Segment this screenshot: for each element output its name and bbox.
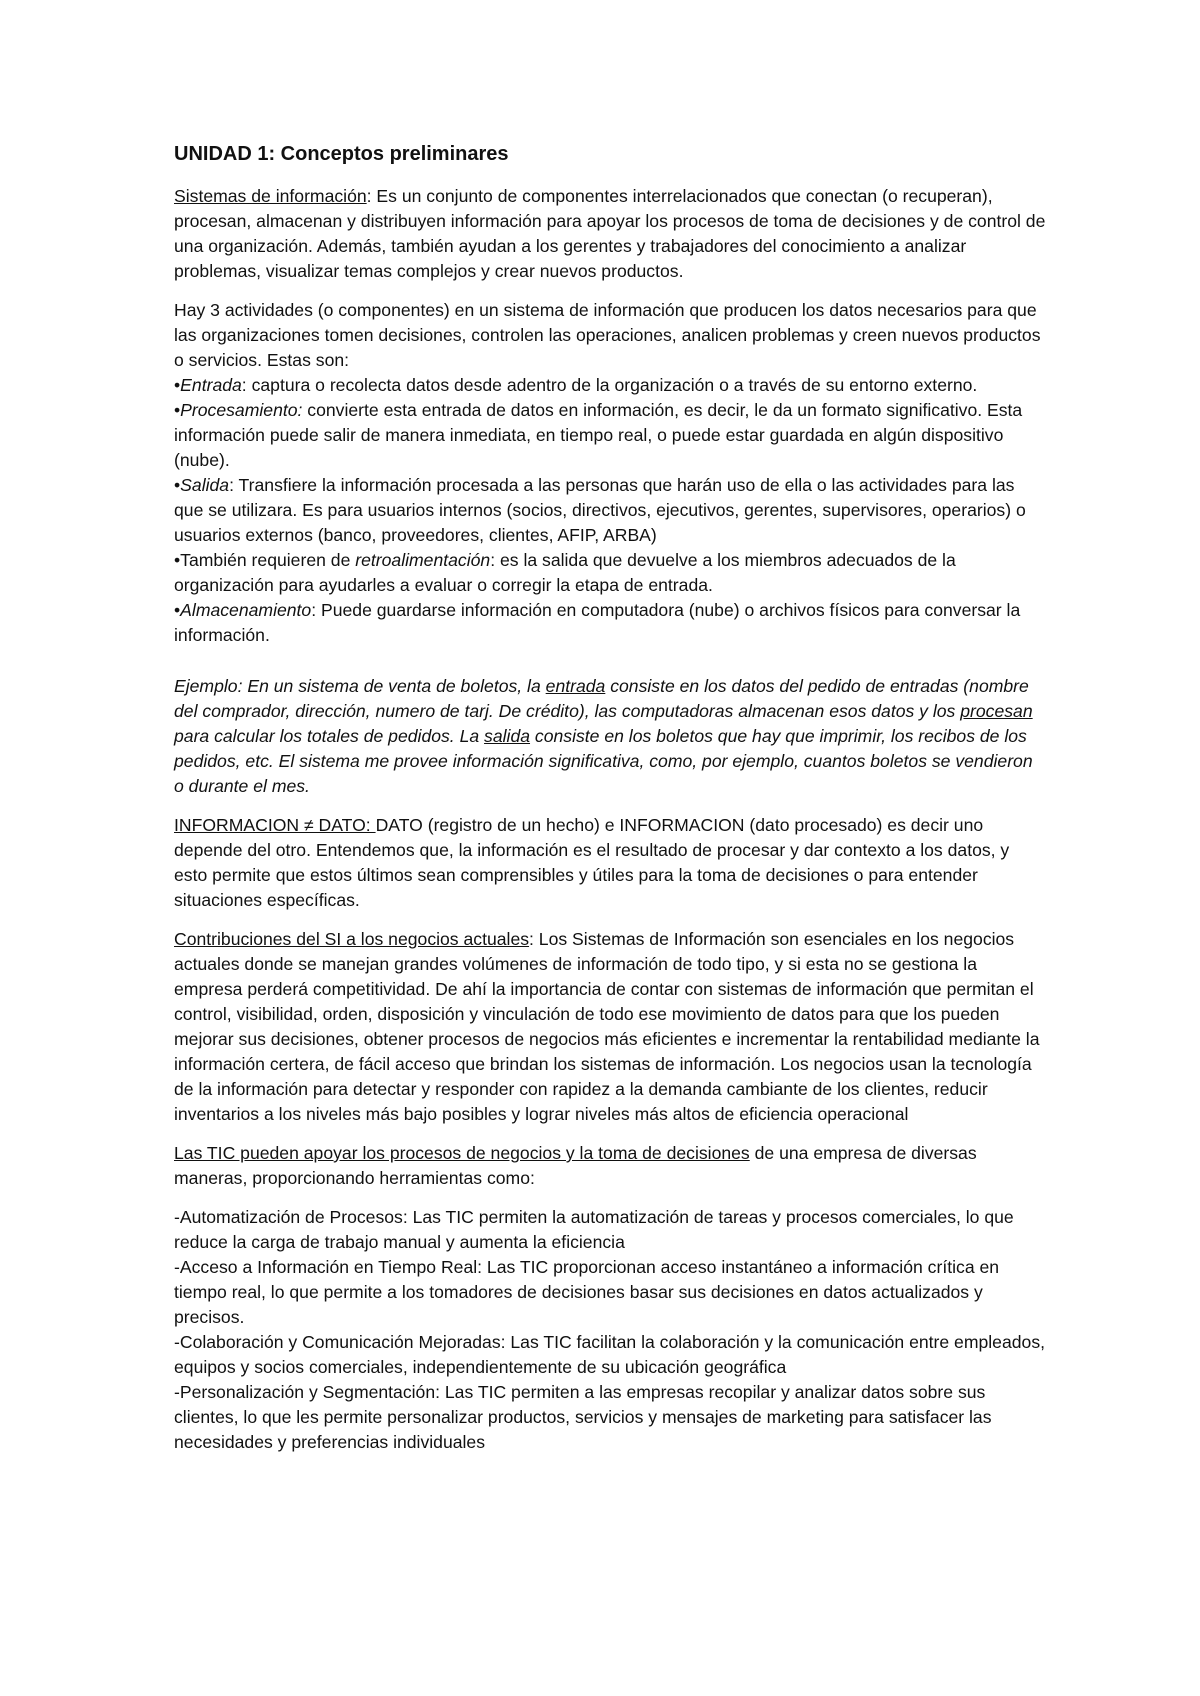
text-retro-pre: También requieren de bbox=[180, 550, 356, 570]
term-informacion-dato: INFORMACION ≠ DATO: bbox=[174, 815, 376, 835]
bullet-icon: • bbox=[174, 600, 181, 620]
ejemplo-term-salida: salida bbox=[484, 726, 531, 746]
list-item: -Acceso a Información en Tiempo Real: Las TIC proporcionan acceso instantáneo a información crítica en tiempo real, lo que permite a los tomadores de decisiones basar sus decisiones en datos actualizados y precisos. bbox=[174, 1257, 1000, 1327]
ejemplo-text-c: para calcular los totales de pedidos. La bbox=[174, 726, 485, 746]
list-item: -Personalización y Segmentación: Las TIC permiten a las empresas recopilar y analizar datos sobre sus clientes, lo que les permite personalizar productos, servicios y mensajes de marketing para satisfacer las necesidades y preferencias individuales bbox=[174, 1382, 992, 1452]
text-entrada: : captura o recolecta datos desde adentro de la organización o a través de su entorno externo. bbox=[241, 375, 978, 395]
paragraph-contribuciones bbox=[174, 927, 1046, 1127]
term-tic: Las TIC pueden apoyar los procesos de negocios y la toma de decisiones bbox=[174, 1143, 750, 1163]
list-item-procesamiento bbox=[174, 398, 1046, 473]
ejemplo-text-a: Ejemplo: En un sistema de venta de boletos, la bbox=[174, 676, 546, 696]
label-almacenamiento: Almacenamiento bbox=[180, 600, 312, 620]
term-sistemas-informacion: Sistemas de información bbox=[174, 186, 367, 206]
list-item-retroalimentacion bbox=[174, 548, 1046, 598]
list-item: -Colaboración y Comunicación Mejoradas: Las TIC facilitan la colaboración y la comunicación entre empleados, equipos y socios comerciales, independientemente de su ubicación geográfica bbox=[174, 1332, 1046, 1377]
label-salida: Salida bbox=[180, 475, 230, 495]
document-body bbox=[174, 140, 1046, 1455]
text-contribuciones: : Los Sistemas de Información son esenciales en los negocios actuales donde se manejan grandes volúmenes de información de todo tipo, y si esta no se gestiona la empresa perderá competitividad. De ahí la importancia de contar con sistemas de información que permitan el control, visibilidad, orden, disposición y vinculación de todo ese movimiento de datos para que los pueden mejorar sus decisiones, obtener procesos de negocios más eficientes e incrementar la rentabilidad mediante la información certera, de fácil acceso que brindan los sistemas de información. Los negocios usan la tecnología de la información para detectar y responder con rapidez a la demanda cambiante de los clientes, reducir inventarios a los niveles más bajo posibles y lograr niveles más altos de eficiencia operacional bbox=[174, 929, 1040, 1124]
paragraph-tic bbox=[174, 1141, 1046, 1191]
list-item-salida bbox=[174, 473, 1046, 548]
list-item-almacenamiento bbox=[174, 598, 1046, 648]
text-tic: de una empresa de diversas maneras, proporcionando herramientas como: bbox=[174, 1143, 977, 1188]
text-informacion-dato: DATO (registro de un hecho) e INFORMACION (dato procesado) es decir uno depende del otro. Entendemos que, la información es el resultado de procesar y dar contexto a los datos, y esto permite que estos últimos sean comprensibles y útiles para la toma de decisiones o para entender situaciones específicas. bbox=[174, 815, 1010, 910]
ejemplo-text-d: consiste en los boletos que hay que imprimir, los recibos de los pedidos, etc. El sistema me provee información significativa, como, por ejemplo, cuantos boletos se vendieron o durante el mes. bbox=[174, 726, 1033, 796]
ejemplo-text-b: consiste en los datos del pedido de entradas (nombre del comprador, dirección, numero de tarj. De crédito), las computadoras almacenan esos datos y los bbox=[174, 676, 1029, 721]
text-retroalimentacion: : es la salida que devuelve a los miembros adecuados de la organización para ayudarles a evaluar o corregir la etapa de entrada. bbox=[174, 550, 956, 595]
list-item: -Automatización de Procesos: Las TIC permiten la automatización de tareas y procesos comerciales, lo que reduce la carga de trabajo manual y aumenta la eficiencia bbox=[174, 1207, 1014, 1252]
paragraph-informacion-dato bbox=[174, 813, 1046, 913]
spacer bbox=[174, 662, 1046, 674]
text-almacenamiento: : Puede guardarse información en computadora (nube) o archivos físicos para conversar la información. bbox=[174, 600, 1021, 645]
paragraph-sistemas-informacion bbox=[174, 184, 1046, 284]
bullet-icon: • bbox=[174, 475, 181, 495]
list-item-entrada bbox=[174, 373, 1046, 398]
page-title: UNIDAD 1: Conceptos preliminares bbox=[174, 143, 509, 165]
term-contribuciones: Contribuciones del SI a los negocios actuales bbox=[174, 929, 530, 949]
label-entrada: Entrada bbox=[180, 375, 242, 395]
text-sistemas-informacion: : Es un conjunto de componentes interrelacionados que conectan (o recuperan), procesan, almacenan y distribuyen información para apoyar los procesos de toma de decisiones y de control de una organización. Además, también ayudan a los gerentes y trabajadores del conocimiento a analizar problemas, visualizar temas complejos y crear nuevos productos. bbox=[174, 186, 1046, 281]
label-procesamiento: Procesamiento: bbox=[180, 400, 303, 420]
ejemplo-term-procesan: procesan bbox=[960, 701, 1033, 721]
bullet-icon: • bbox=[174, 550, 181, 570]
text-salida: : Transfiere la información procesada a las personas que harán uso de ella o las actividades para las que se utilizara. Es para usuarios internos (socios, directivos, ejecutivos, gerentes, supervisores, operarios) o usuarios externos (banco, proveedores, clientes, AFIP, ARBA) bbox=[174, 475, 1026, 545]
bullet-icon: • bbox=[174, 400, 181, 420]
paragraph-actividades-intro: Hay 3 actividades (o componentes) en un sistema de información que producen los datos necesarios para que las organizaciones tomen decisiones, controlen las operaciones, analicen problemas y creen nuevos productos o servicios. Estas son: bbox=[174, 300, 1041, 370]
text-procesamiento: convierte esta entrada de datos en información, es decir, le da un formato significativo. Esta información puede salir de manera inmediata, en tiempo real, o puede estar guardada en algún dispositivo (nube). bbox=[174, 400, 1023, 470]
ejemplo-term-entrada: entrada bbox=[545, 676, 606, 696]
bullet-icon: • bbox=[174, 375, 181, 395]
paragraph-ejemplo bbox=[174, 674, 1046, 799]
label-retroalimentacion: retroalimentación bbox=[355, 550, 491, 570]
